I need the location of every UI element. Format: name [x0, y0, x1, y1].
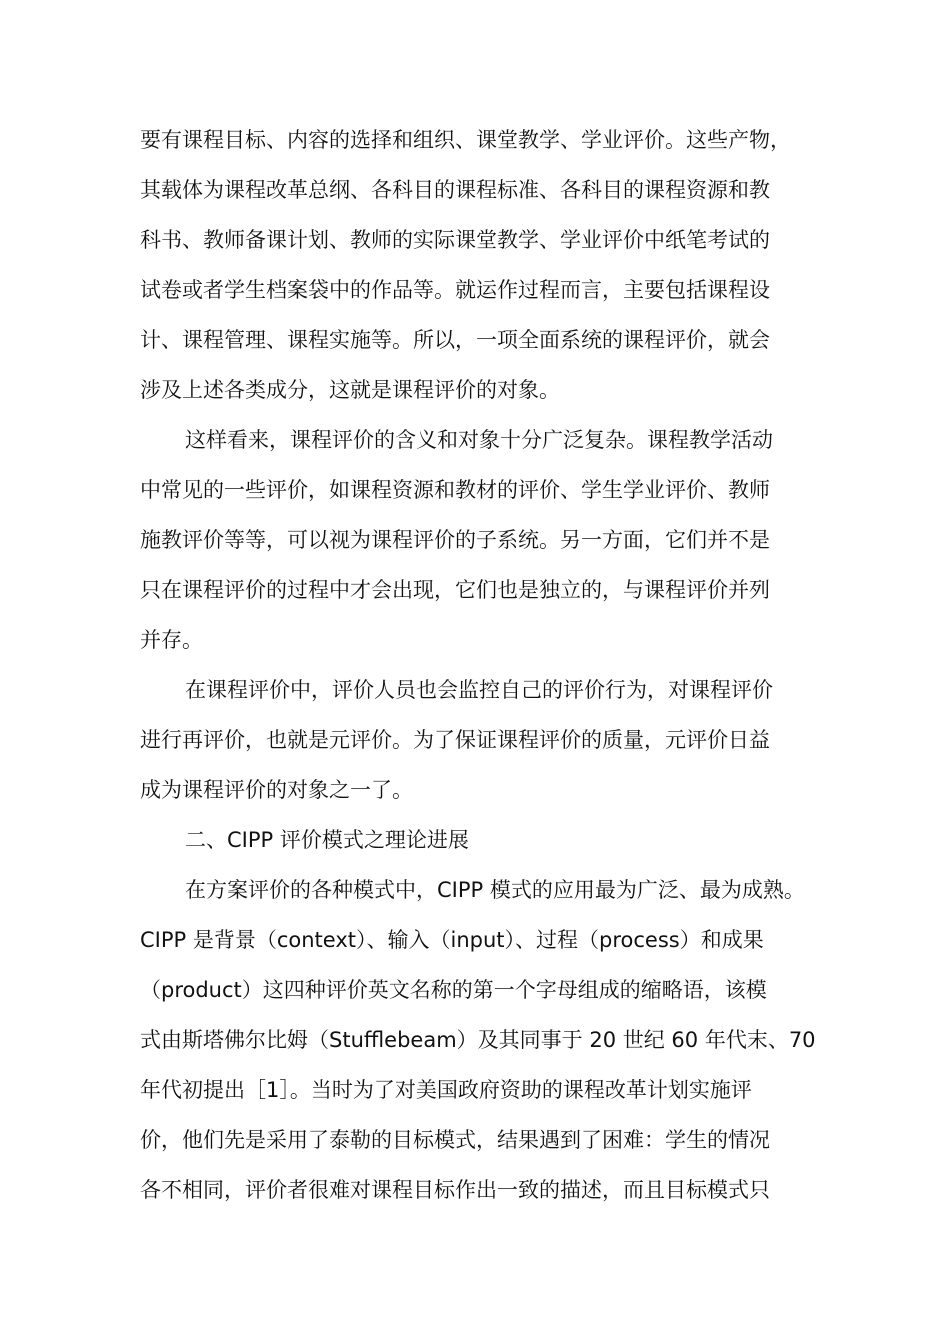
text-line: （product）这四种评价英文名称的第一个字母组成的缩略语，该模 [140, 978, 767, 1002]
text-line: 要有课程目标、内容的选择和组织、课堂教学、学业评价。这些产物， [140, 128, 791, 152]
text-line: 中常见的一些评价，如课程资源和教材的评价、学生学业评价、教师 [140, 478, 770, 502]
text-line: 年代初提出［1］。当时为了对美国政府资助的课程改革计划实施评 [140, 1078, 752, 1102]
text-line: 成为课程评价的对象之一了。 [140, 778, 413, 802]
text-line: 涉及上述各类成分，这就是课程评价的对象。 [140, 378, 560, 402]
text-line: 价，他们先是采用了泰勒的目标模式，结果遇到了困难：学生的情况 [140, 1128, 770, 1152]
text-line: 施教评价等等，可以视为课程评价的子系统。另一方面，它们并不是 [140, 528, 770, 552]
document-body [140, 115, 840, 1215]
text-line: 式由斯塔佛尔比姆（Stufflebeam）及其同事于 20 世纪 60 年代末、70 [140, 1028, 816, 1052]
text-line: 试卷或者学生档案袋中的作品等。就运作过程而言，主要包括课程设 [140, 278, 770, 302]
paragraph-start-line: 在课程评价中，评价人员也会监控自己的评价行为，对课程评价 [185, 678, 773, 702]
text-line: 只在课程评价的过程中才会出现，它们也是独立的，与课程评价并列 [140, 578, 770, 602]
text-line: 各不相同，评价者很难对课程目标作出一致的描述，而且目标模式只 [140, 1178, 770, 1202]
text-line: 科书、教师备课计划、教师的实际课堂教学、学业评价中纸笔考试的 [140, 228, 770, 252]
text-line: 其载体为课程改革总纲、各科目的课程标准、各科目的课程资源和教 [140, 178, 770, 202]
paragraph-start-line: 这样看来，课程评价的含义和对象十分广泛复杂。课程教学活动 [185, 428, 773, 452]
text-line: 进行再评价，也就是元评价。为了保证课程评价的质量，元评价日益 [140, 728, 770, 752]
section-heading: 二、CIPP 评价模式之理论进展 [185, 828, 469, 852]
paragraph-start-line: 在方案评价的各种模式中，CIPP 模式的应用最为广泛、最为成熟。 [185, 878, 805, 902]
text-line: 并存。 [140, 628, 203, 652]
text-line: 计、课程管理、课程实施等。所以，一项全面系统的课程评价，就会 [140, 328, 770, 352]
text-line: CIPP 是背景（context）、输入（input）、过程（process）和成果 [140, 928, 764, 952]
